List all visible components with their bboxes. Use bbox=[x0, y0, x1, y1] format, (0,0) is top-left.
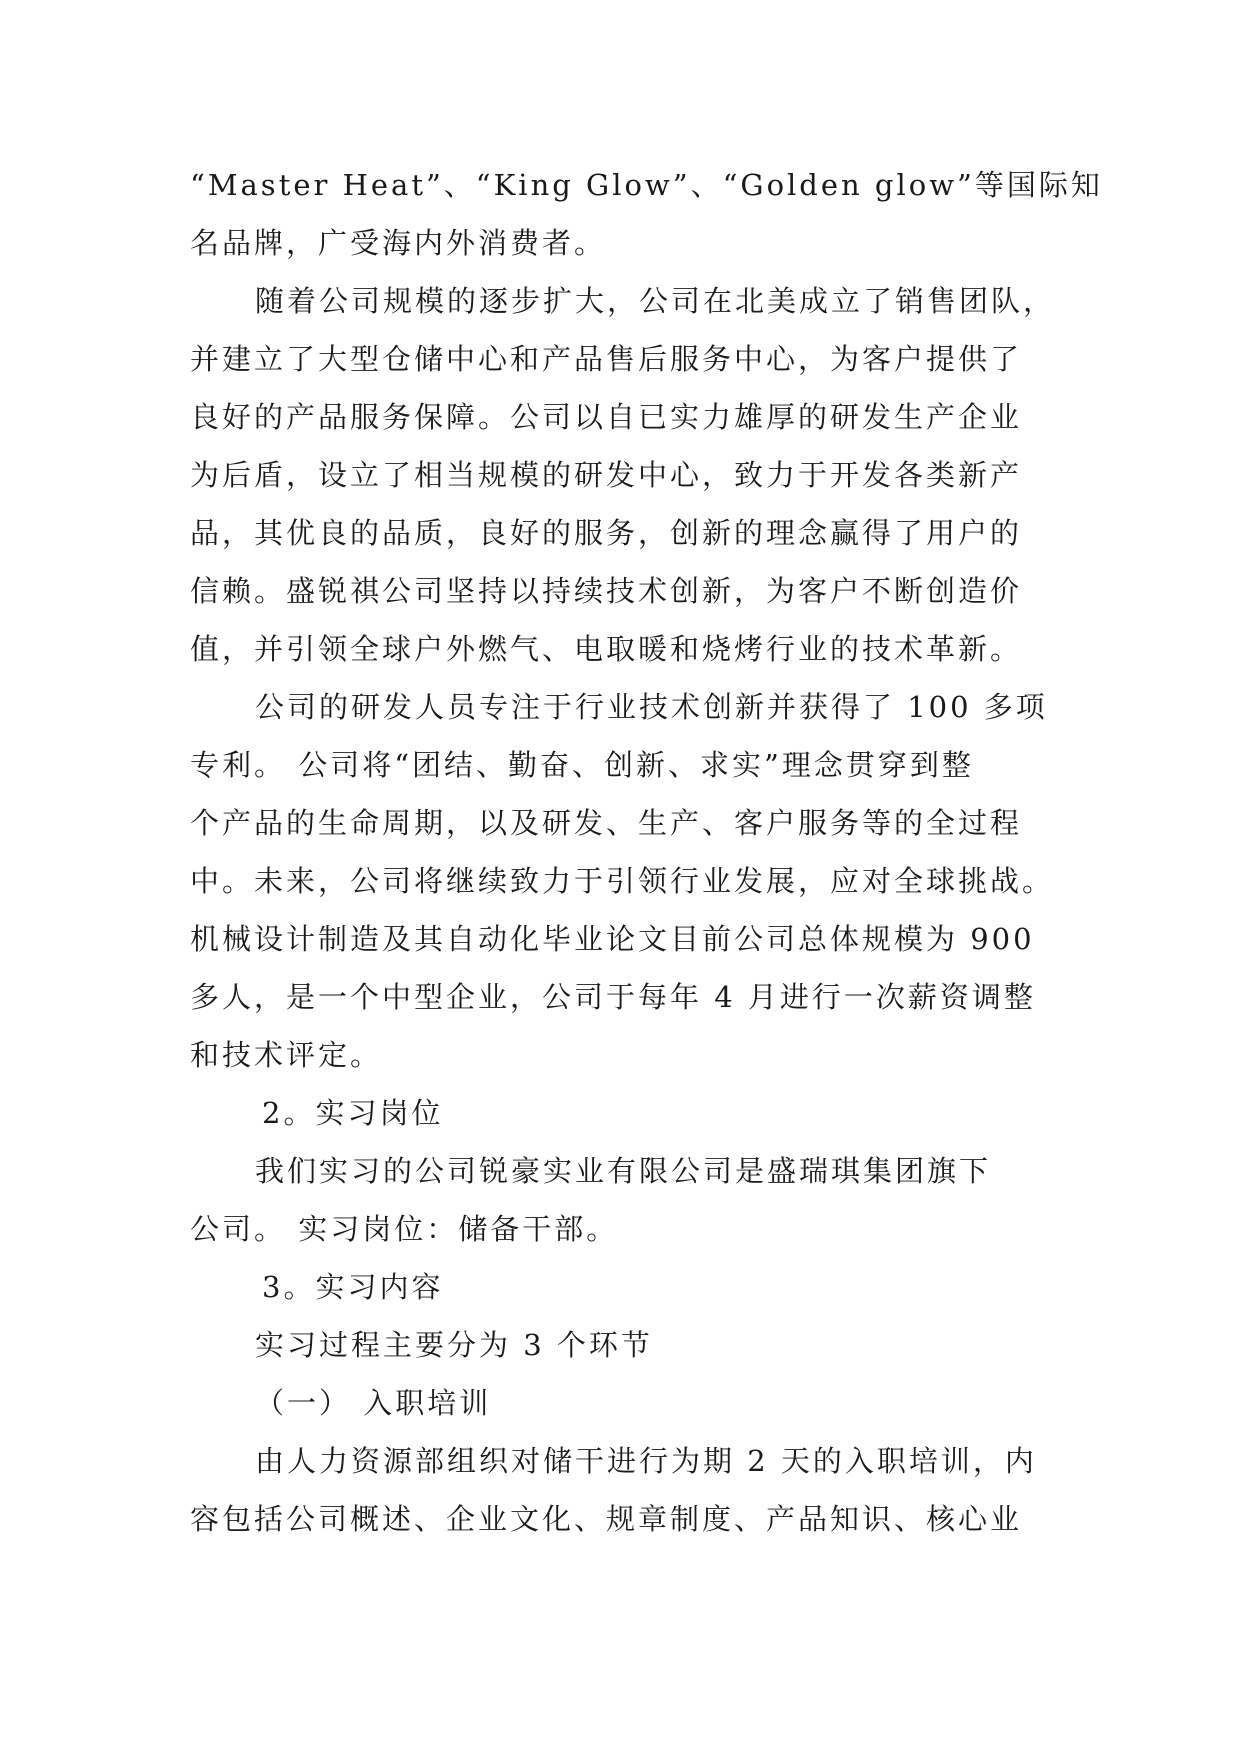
text-line: 多人，是一个中型企业，公司于每年 4 月进行一次薪资调整 bbox=[190, 980, 1036, 1014]
section-heading: 2。实习岗位 bbox=[262, 1096, 444, 1130]
text-line: 良好的产品服务保障。公司以自已实力雄厚的研发生产企业 bbox=[190, 400, 1023, 434]
section-heading: 3。实习内容 bbox=[262, 1270, 444, 1304]
text-line: 我们实习的公司锐豪实业有限公司是盛瑞琪集团旗下 bbox=[255, 1154, 992, 1188]
text-line: 信赖。盛锐祺公司坚持以持续技术创新，为客户不断创造价 bbox=[190, 574, 1023, 608]
text-line: 个产品的生命周期，以及研发、生产、客户服务等的全过程 bbox=[190, 806, 1023, 840]
text-line: 公司。 实习岗位：储备干部。 bbox=[190, 1212, 619, 1246]
text-line: 名品牌，广受海内外消费者。 bbox=[190, 226, 607, 260]
text-line: 容包括公司概述、企业文化、规章制度、产品知识、核心业 bbox=[190, 1502, 1023, 1536]
subsection-heading: （一） 入职培训 bbox=[255, 1386, 492, 1420]
text-line: 为后盾，设立了相当规模的研发中心，致力于开发各类新产 bbox=[190, 458, 1023, 492]
text-line: 实习过程主要分为 3 个环节 bbox=[255, 1328, 653, 1362]
text-line: “Master Heat”、“King Glow”、“Golden glow”等国际知 bbox=[190, 168, 1103, 202]
text-line: 和技术评定。 bbox=[190, 1038, 383, 1072]
text-line: 值，并引领全球户外燃气、电取暖和烧烤行业的技术革新。 bbox=[190, 632, 1023, 666]
text-line: 专利。 公司将“团结、勤奋、创新、求实”理念贯穿到整 bbox=[190, 748, 974, 782]
text-line: 机械设计制造及其自动化毕业论文目前公司总体规模为 900 bbox=[190, 922, 1035, 956]
text-line: 随着公司规模的逐步扩大，公司在北美成立了销售团队， bbox=[255, 284, 1056, 318]
text-line: 公司的研发人员专注于行业技术创新并获得了 100 多项 bbox=[255, 690, 1048, 724]
text-line: 品，其优良的品质，良好的服务，创新的理念赢得了用户的 bbox=[190, 516, 1023, 550]
text-line: 由人力资源部组织对储干进行为期 2 天的入职培训，内 bbox=[255, 1444, 1037, 1478]
text-line: 并建立了大型仓储中心和产品售后服务中心，为客户提供了 bbox=[190, 342, 1023, 376]
text-line: 中。未来，公司将继续致力于引领行业发展，应对全球挑战。 bbox=[190, 864, 1055, 898]
